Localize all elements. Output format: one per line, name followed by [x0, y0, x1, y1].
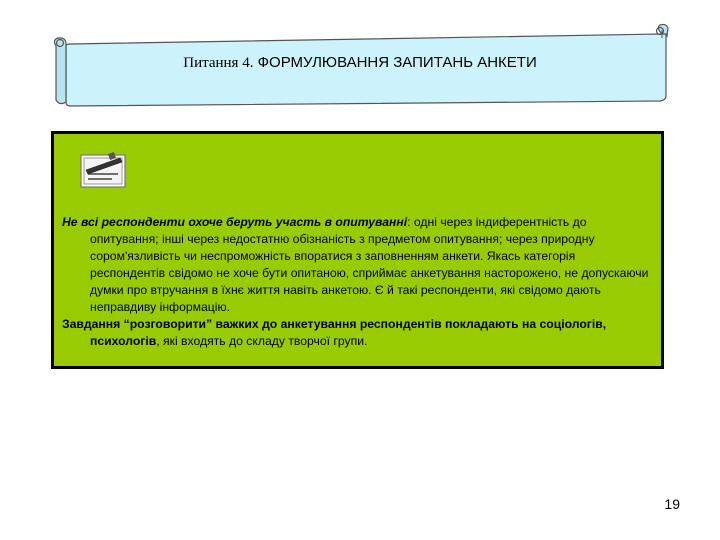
page-number: 19	[664, 496, 680, 512]
paragraph1-text: : одні через індиферентність до опитування; інші через недостатню обізнаність з предметом опитування; через природну сором'язливість чи неспроможність впоратися з заповненням анкети. Якась категорія респондентів свідомо не хоче бути опитаною, сприймає анкетування насторожено, не допускаючи думки про втручання в їхнє життя навіть анкетою. Є й такі респонденти, які свідомо дають неправдиву інформацію.	[90, 215, 649, 314]
paragraph1-bold: Не всі респонденти охоче беруть участь в опитуванні	[62, 215, 408, 229]
note-clip-icon	[78, 150, 128, 190]
title-main: ФОРМУЛЮВАННЯ ЗАПИТАНЬ АНКЕТИ	[253, 54, 537, 71]
page-title	[70, 54, 650, 72]
paragraph2-text: , які входять до складу творчої групи.	[156, 334, 368, 348]
paragraph-respondents	[62, 214, 652, 316]
content-panel	[51, 131, 664, 369]
paragraph2-bold: Завдання “розговорити” важких до анкетування респондентів покладають на соціологів, психологів	[62, 317, 607, 348]
body-text	[62, 214, 652, 350]
title-prefix: Питання 4.	[183, 55, 254, 71]
paragraph-task	[62, 316, 652, 350]
